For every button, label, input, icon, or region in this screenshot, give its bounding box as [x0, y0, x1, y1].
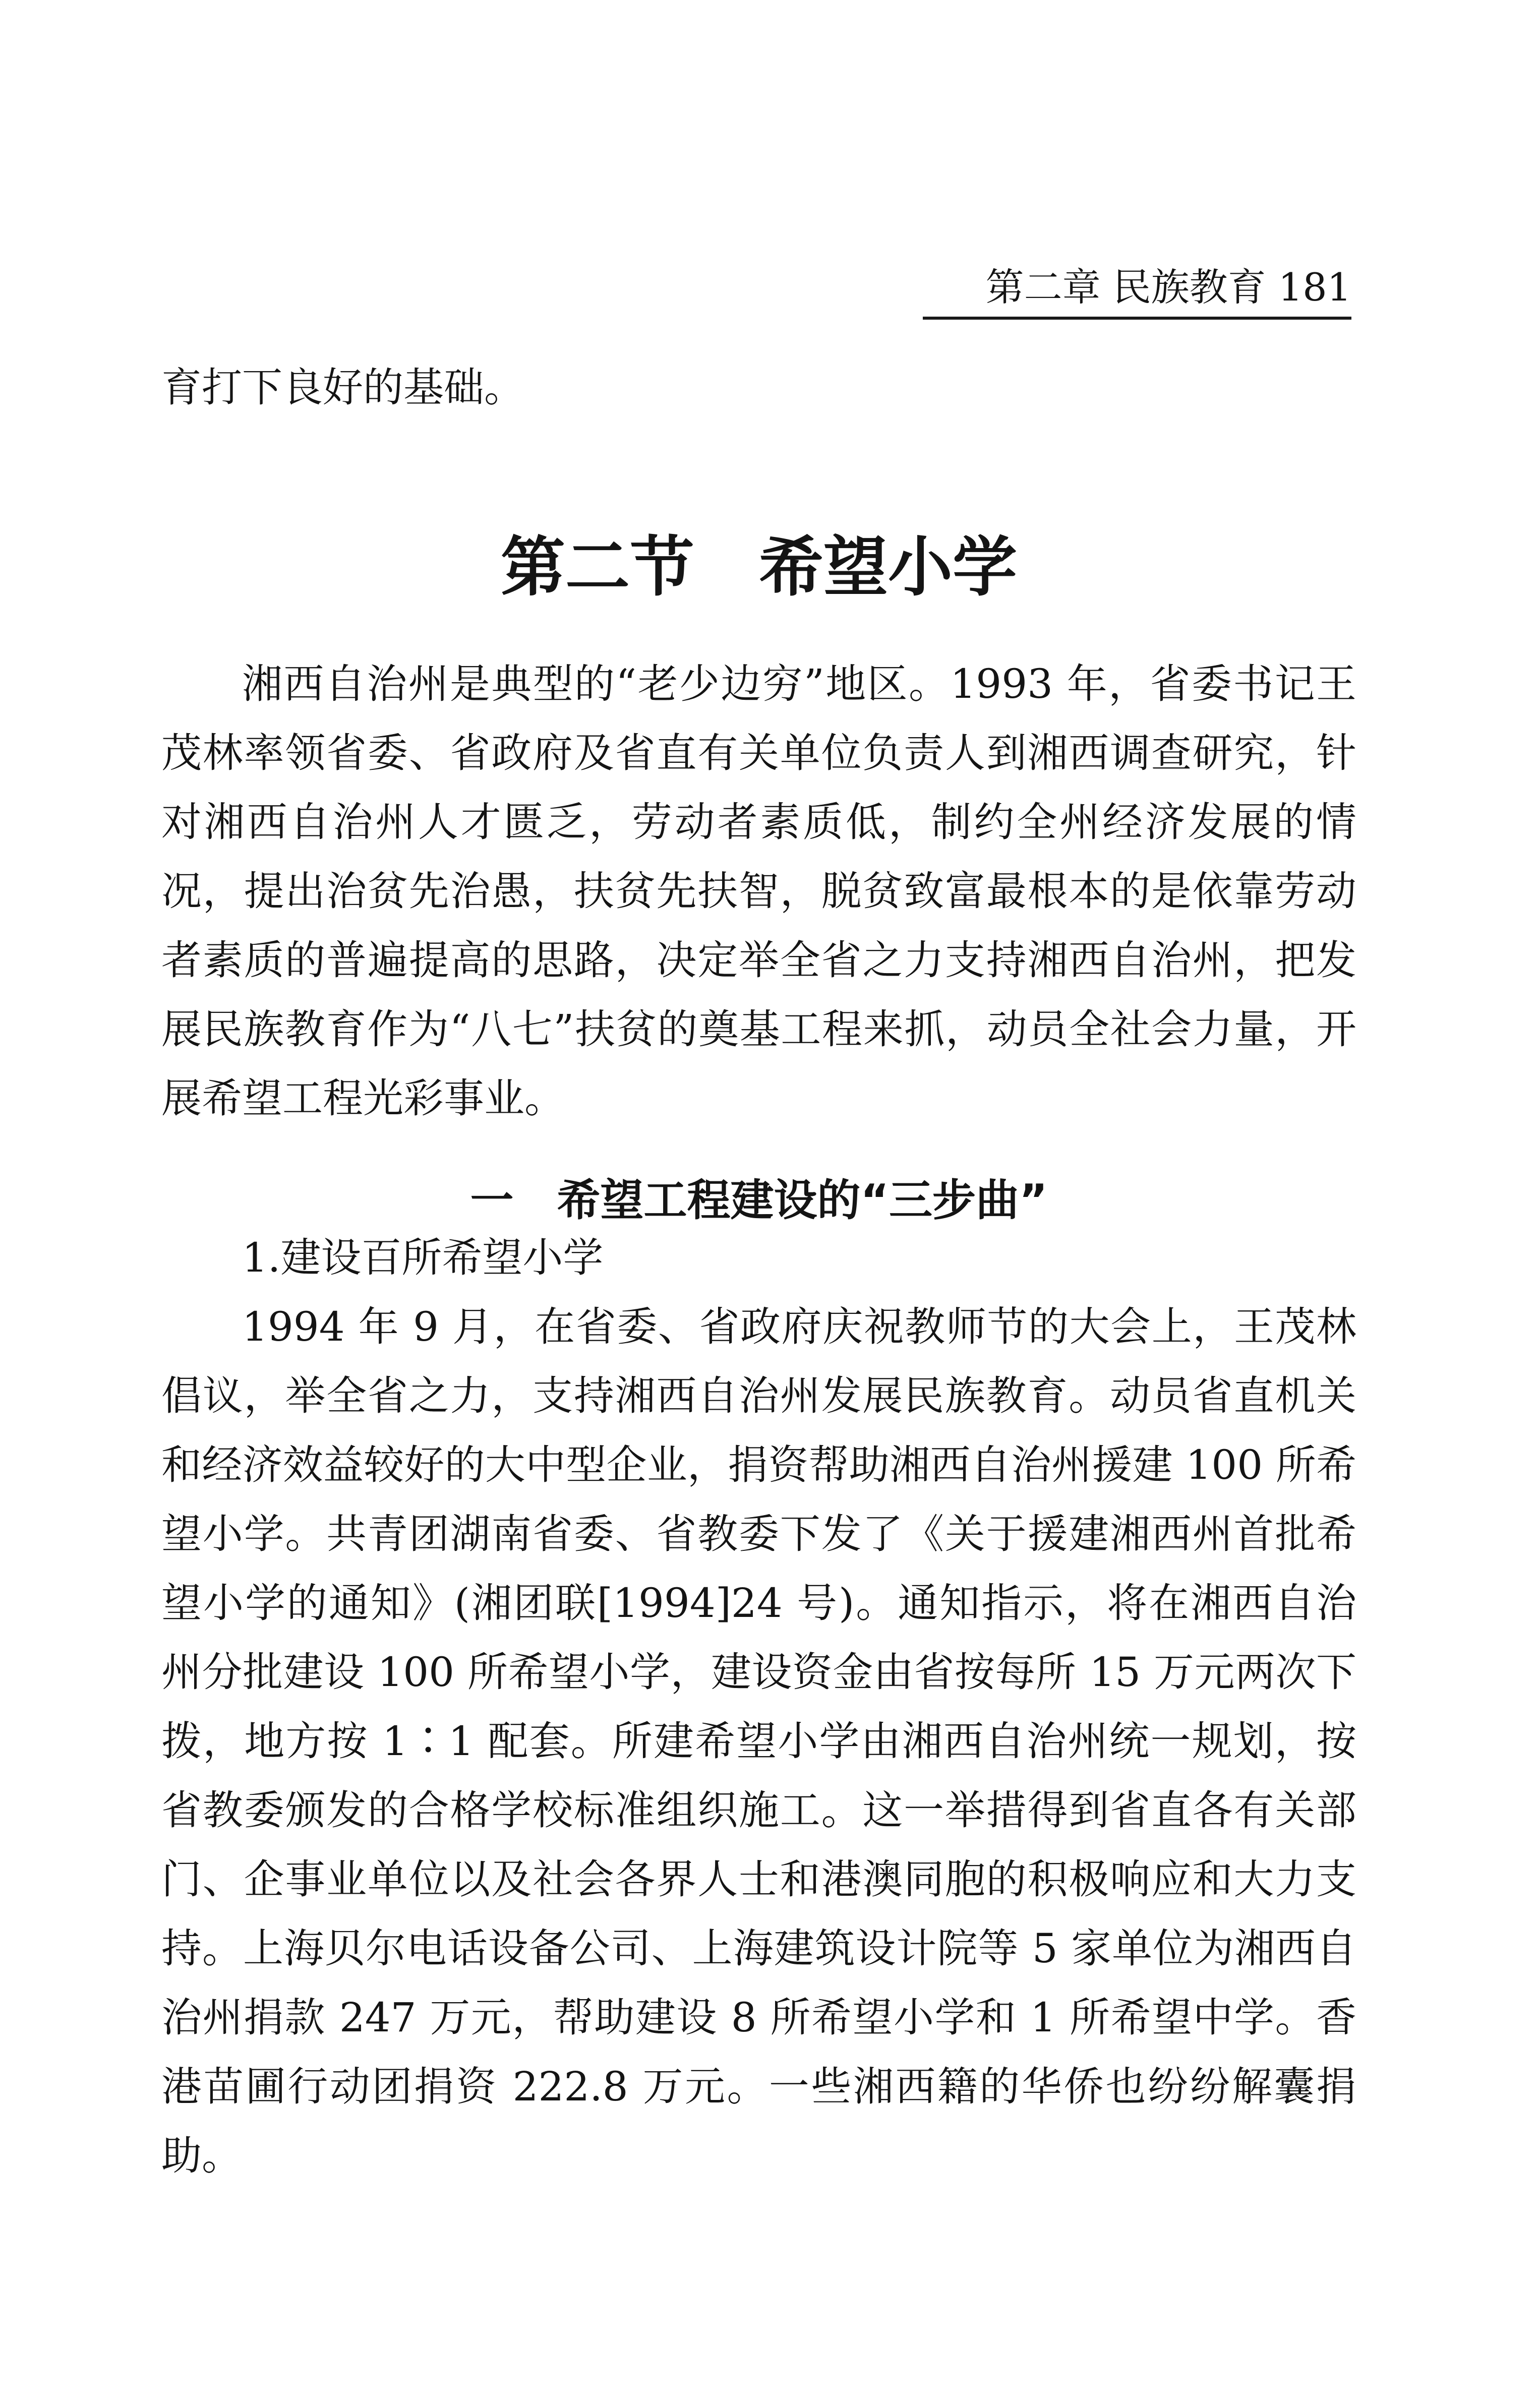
- item-paragraph: 1994 年 9 月，在省委、省政府庆祝教师节的大会上，王茂林倡议，举全省之力，支持湘西自治州发展民族教育。动员省直机关和经济效益较好的大中型企业，捐资帮助湘西自治州援建 100 所希望小学。共青团湖南省委、省教委下发了《关于援建湘西州首批希望小学的通知》(湘团联[1994]24 号)。通知指示，将在湘西自治州分批建设 100 所希望小学，建设资金由省按每所 15 万元两次下拨，地方按 1∶1 配套。所建希望小学由湘西自治州统一规划，按省教委颁发的合格学校标准组织施工。这一举措得到省直各有关部门、企事业单位以及社会各界人士和港澳同胞的积极响应和大力支持。上海贝尔电话设备公司、上海建筑设计院等 5 家单位为湘西自治州捐款 247 万元，帮助建设 8 所希望小学和 1 所希望中学。香港苗圃行动团捐资 222.8 万元。一些湘西籍的华侨也纷纷解囊捐助。: [161, 1303, 1356, 2179]
- item-heading: 1.建设百所希望小学: [242, 1234, 604, 1281]
- section-title: 第二节 希望小学: [500, 529, 1017, 605]
- carry-over-line: 育打下良好的基础。: [161, 364, 524, 411]
- intro-paragraph: 湘西自治州是典型的“老少边穷”地区。1993 年，省委书记王茂林率领省委、省政府及省直有关单位负责人到湘西调查研究，针对湘西自治州人才匮乏，劳动者素质低，制约全州经济发展的情况，提出治贫先治愚，扶贫先扶智，脱贫致富最根本的是依靠劳动者素质的普遍提高的思路，决定举全省之力支持湘西自治州，把发展民族教育作为“八七”扶贫的奠基工程来抓，动员全社会力量，开展希望工程光彩事业。: [161, 660, 1356, 1122]
- header-rule: [923, 317, 1351, 320]
- subsection-title: 一 希望工程建设的“三步曲”: [470, 1175, 1048, 1226]
- running-header: 第二章 民族教育 181: [985, 265, 1351, 310]
